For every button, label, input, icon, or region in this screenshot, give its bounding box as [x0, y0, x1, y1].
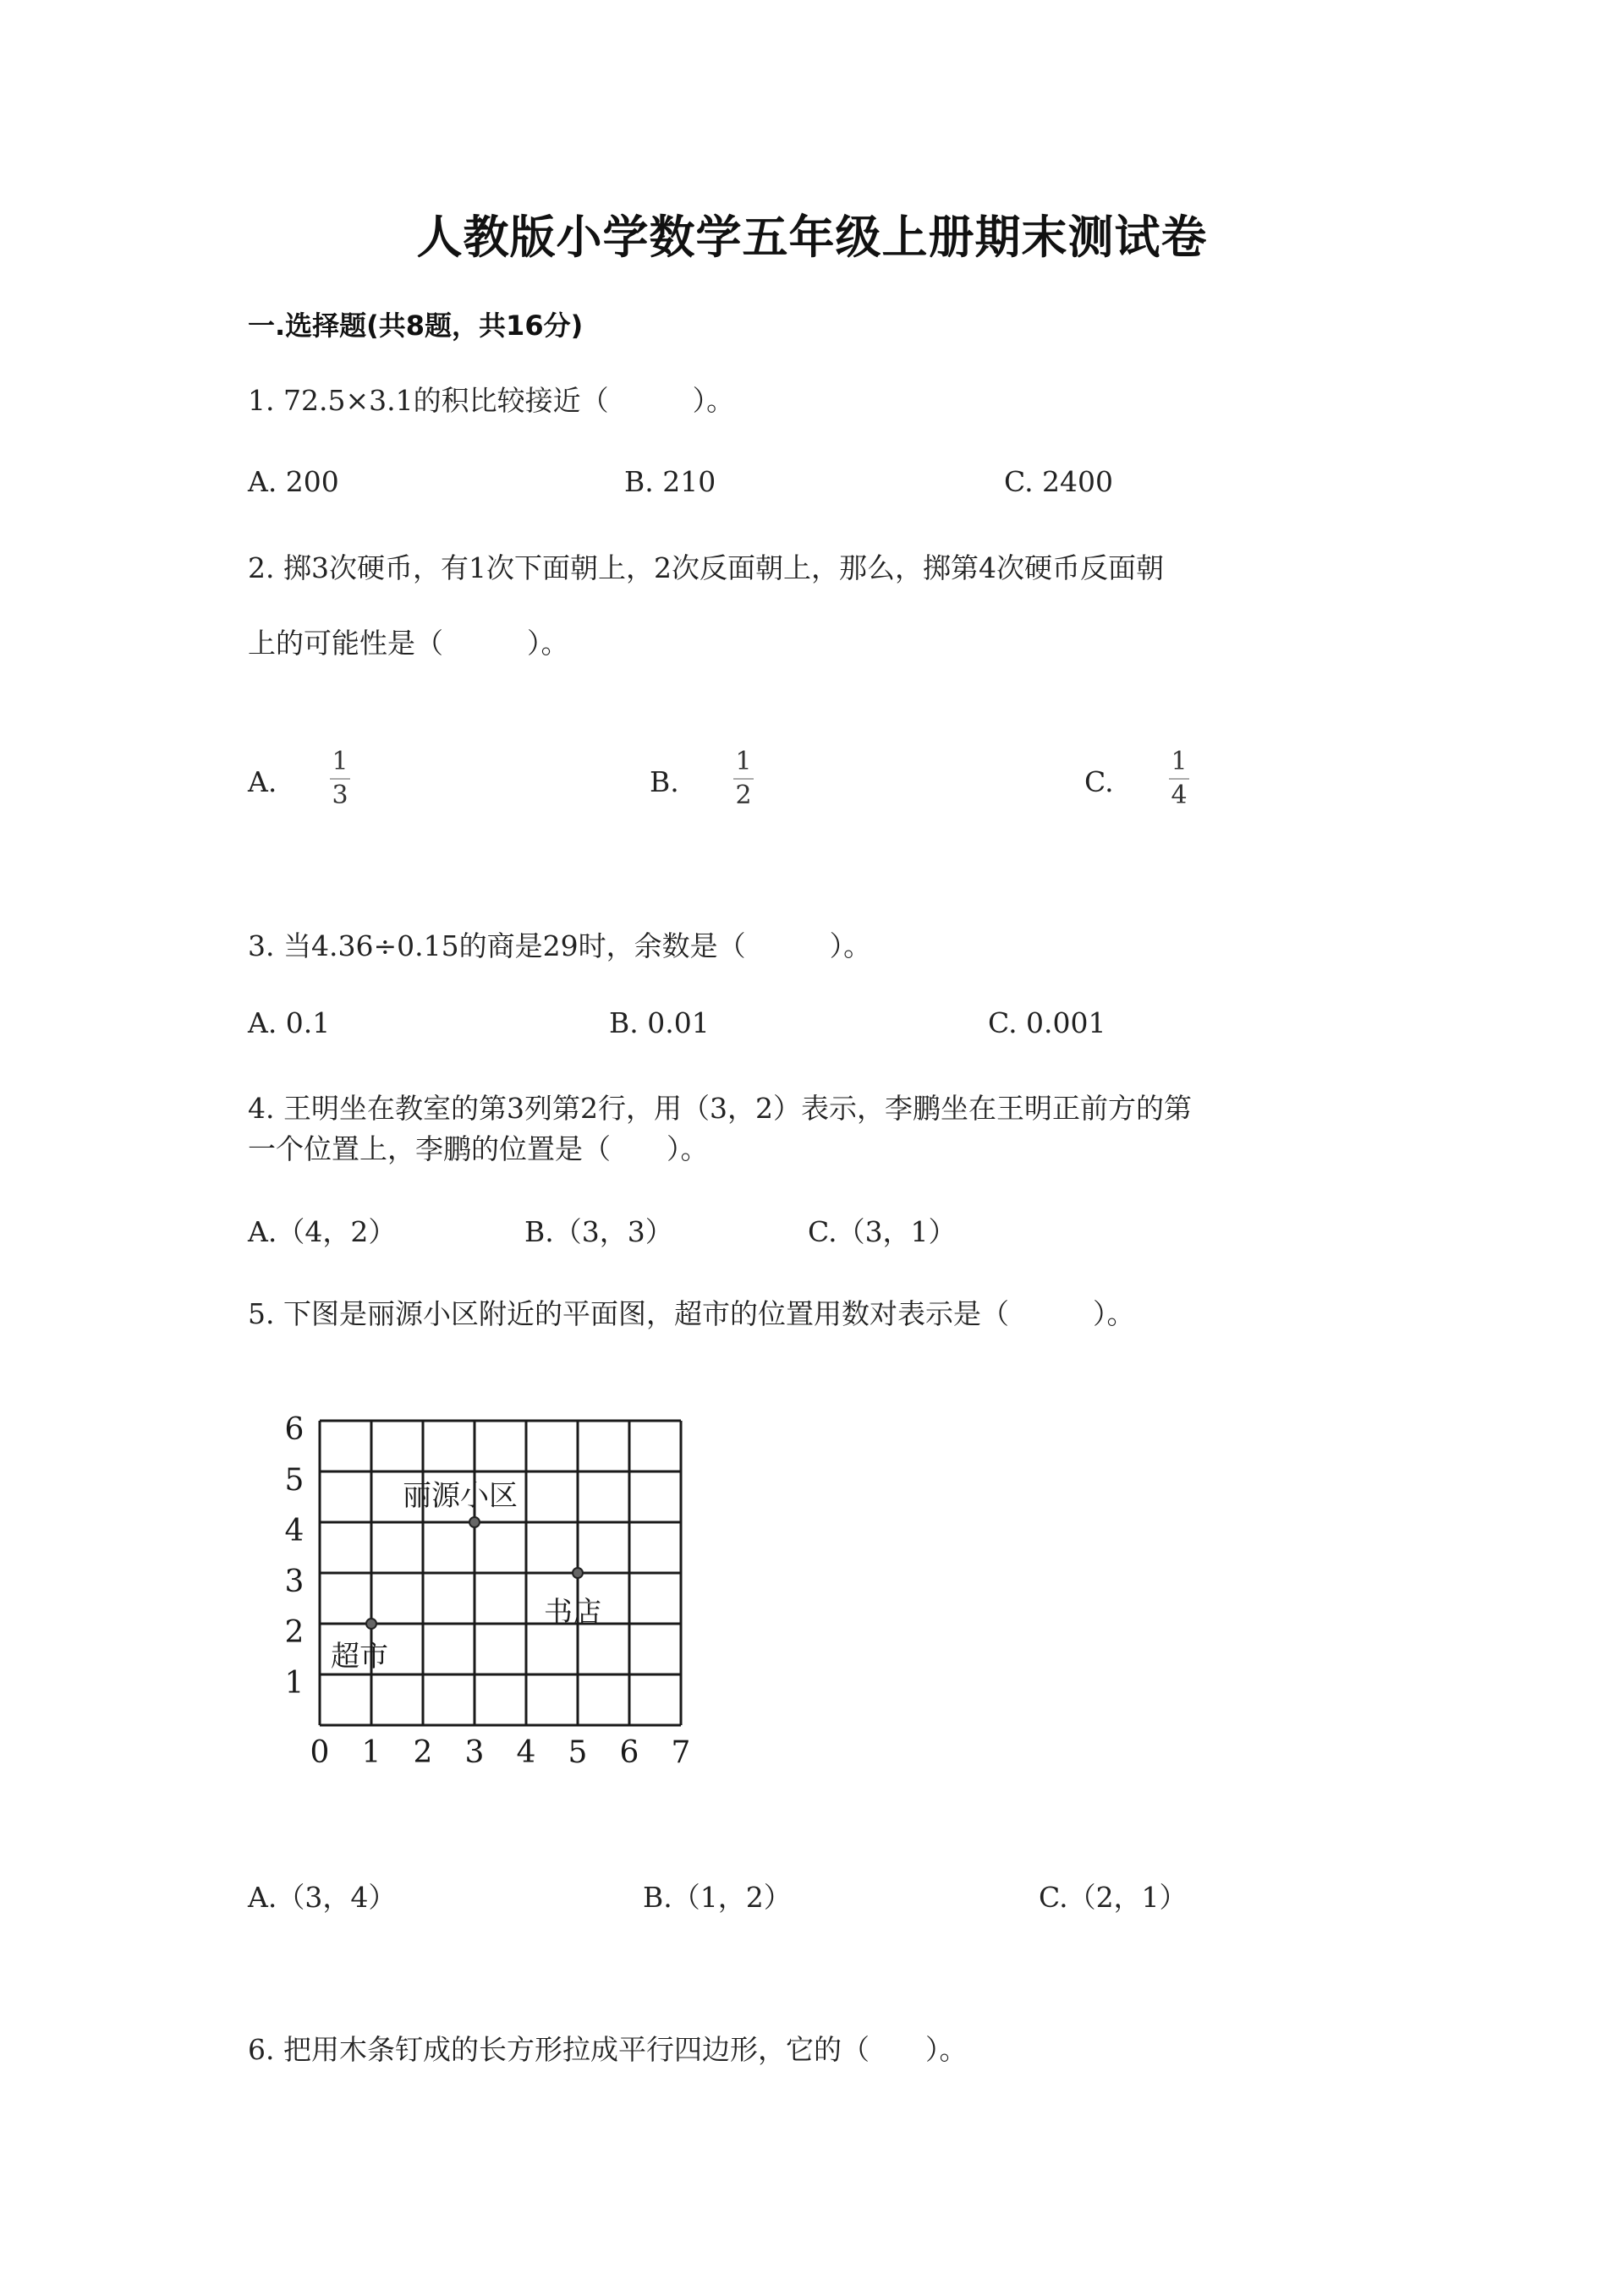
- neighborhood-grid-map: [279, 1400, 694, 1780]
- question-4-stem-line2: 一个位置上，李鹏的位置是（ ）。: [248, 1132, 709, 1165]
- x-axis-label: 6: [619, 1735, 639, 1770]
- question-1-stem: 1. 72.5×3.1的积比较接近（ ）。: [248, 384, 735, 417]
- place-label: 书店: [544, 1596, 601, 1630]
- x-axis-label: 7: [671, 1735, 691, 1770]
- section-header: 一.选择题(共8题，共16分): [248, 310, 584, 342]
- y-axis-label: 2: [284, 1615, 304, 1650]
- numerator: 1: [332, 747, 348, 776]
- q2-option-a-fraction: [330, 748, 350, 810]
- q1-option-a: A. 200: [248, 465, 339, 498]
- q2-option-c-fraction: [1169, 748, 1189, 810]
- x-axis-label: 2: [413, 1735, 433, 1770]
- place-marker: [469, 1517, 480, 1527]
- q3-option-a: A. 0.1: [248, 1006, 331, 1039]
- numerator: 1: [1171, 747, 1188, 776]
- question-4-stem-line1: 4. 王明坐在教室的第3列第2行，用（3，2）表示，李鹏坐在王明正前方的第: [248, 1092, 1192, 1125]
- q3-option-c: C. 0.001: [988, 1006, 1106, 1039]
- numerator: 1: [735, 747, 752, 776]
- place-label: 超市: [331, 1640, 388, 1674]
- q4-option-b: B.（3，3）: [524, 1215, 673, 1248]
- q3-option-b: B. 0.01: [609, 1006, 710, 1039]
- place-marker: [573, 1568, 583, 1578]
- denominator: 3: [332, 781, 348, 810]
- q1-option-c: C. 2400: [1004, 465, 1114, 498]
- x-axis-label: 4: [516, 1735, 536, 1770]
- denominator: 4: [1171, 781, 1188, 810]
- grid-map-svg: [279, 1400, 694, 1780]
- q2-option-a-label: A.: [248, 765, 277, 798]
- question-5-stem: 5. 下图是丽源小区附近的平面图，超市的位置用数对表示是（ ）。: [248, 1297, 1135, 1330]
- denominator: 2: [735, 781, 752, 810]
- q2-option-c-label: C.: [1084, 765, 1114, 798]
- place-marker: [366, 1619, 376, 1629]
- q2-option-b-fraction: [733, 748, 754, 810]
- question-2-stem-line2: 上的可能性是（ ）。: [248, 627, 569, 660]
- q5-option-c: C.（2，1）: [1039, 1881, 1188, 1914]
- x-axis-label: 5: [568, 1735, 588, 1770]
- y-axis-label: 1: [284, 1666, 304, 1701]
- y-axis-label: 4: [284, 1514, 304, 1548]
- q4-option-a: A.（4，2）: [248, 1215, 397, 1248]
- y-axis-label: 5: [284, 1463, 304, 1498]
- q1-option-b: B. 210: [624, 465, 716, 498]
- x-axis-label: 0: [310, 1735, 330, 1770]
- x-axis-label: 1: [361, 1735, 381, 1770]
- question-2-stem-line1: 2. 掷3次硬币，有1次下面朝上，2次反面朝上，那么，掷第4次硬币反面朝: [248, 551, 1164, 584]
- page-title: 人教版小学数学五年级上册期末测试卷: [416, 211, 1208, 264]
- place-label: 丽源小区: [403, 1479, 518, 1513]
- y-axis-label: 6: [284, 1412, 304, 1447]
- question-6-stem: 6. 把用木条钉成的长方形拉成平行四边形，它的（ ）。: [248, 2033, 968, 2066]
- x-axis-label: 3: [464, 1735, 485, 1770]
- q4-option-c: C.（3，1）: [808, 1215, 957, 1248]
- y-axis-label: 3: [284, 1564, 304, 1599]
- q5-option-a: A.（3，4）: [248, 1881, 397, 1914]
- q2-option-b-label: B.: [650, 765, 679, 798]
- q5-option-b: B.（1，2）: [643, 1881, 792, 1914]
- question-3-stem: 3. 当4.36÷0.15的商是29时，余数是（ ）。: [248, 929, 872, 962]
